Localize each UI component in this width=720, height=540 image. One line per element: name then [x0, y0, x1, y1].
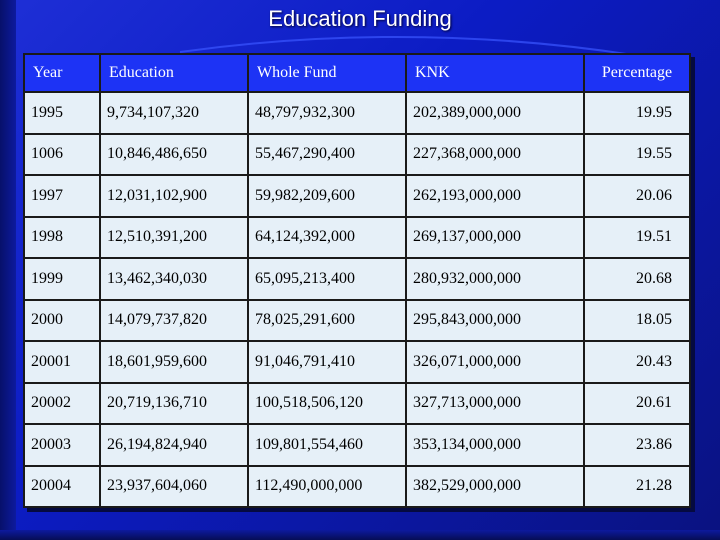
cell-year: 1006 [25, 135, 99, 175]
cell-education: 12,031,102,900 [101, 176, 247, 216]
cell-percentage: 19.51 [585, 218, 689, 258]
cell-year: 1998 [25, 218, 99, 258]
table-row [25, 384, 689, 424]
cell-percentage: 18.05 [585, 301, 689, 341]
header-year: Year [25, 55, 99, 91]
cell-knk: 227,368,000,000 [407, 135, 583, 175]
cell-year: 1995 [25, 93, 99, 133]
cell-knk: 382,529,000,000 [407, 467, 583, 507]
cell-knk: 269,137,000,000 [407, 218, 583, 258]
cell-education: 20,719,136,710 [101, 384, 247, 424]
table-row [25, 301, 689, 341]
cell-knk: 262,193,000,000 [407, 176, 583, 216]
funding-table [23, 53, 691, 508]
table-row [25, 218, 689, 258]
slide-bottom-bar [0, 530, 720, 540]
cell-percentage: 19.55 [585, 135, 689, 175]
table-row [25, 259, 689, 299]
cell-knk: 326,071,000,000 [407, 342, 583, 382]
cell-education: 9,734,107,320 [101, 93, 247, 133]
table-row [25, 342, 689, 382]
cell-whole-fund: 112,490,000,000 [249, 467, 405, 507]
cell-whole-fund: 55,467,290,400 [249, 135, 405, 175]
cell-education: 12,510,391,200 [101, 218, 247, 258]
cell-knk: 353,134,000,000 [407, 425, 583, 465]
cell-whole-fund: 91,046,791,410 [249, 342, 405, 382]
cell-education: 10,846,486,650 [101, 135, 247, 175]
cell-percentage: 19.95 [585, 93, 689, 133]
table-header-row [25, 55, 689, 91]
cell-year: 20003 [25, 425, 99, 465]
cell-percentage: 23.86 [585, 425, 689, 465]
cell-education: 13,462,340,030 [101, 259, 247, 299]
cell-year: 20002 [25, 384, 99, 424]
cell-whole-fund: 59,982,209,600 [249, 176, 405, 216]
cell-year: 1997 [25, 176, 99, 216]
header-knk: KNK [407, 55, 583, 91]
slide-left-bar [0, 0, 16, 540]
cell-percentage: 21.28 [585, 467, 689, 507]
cell-year: 2000 [25, 301, 99, 341]
cell-percentage: 20.43 [585, 342, 689, 382]
funding-table-container [23, 53, 691, 508]
cell-knk: 202,389,000,000 [407, 93, 583, 133]
cell-percentage: 20.68 [585, 259, 689, 299]
header-percentage: Percentage [585, 55, 689, 91]
table-row [25, 176, 689, 216]
cell-year: 20004 [25, 467, 99, 507]
cell-year: 1999 [25, 259, 99, 299]
cell-education: 26,194,824,940 [101, 425, 247, 465]
table-row [25, 425, 689, 465]
cell-whole-fund: 64,124,392,000 [249, 218, 405, 258]
cell-whole-fund: 100,518,506,120 [249, 384, 405, 424]
cell-knk: 295,843,000,000 [407, 301, 583, 341]
cell-whole-fund: 65,095,213,400 [249, 259, 405, 299]
table-row [25, 467, 689, 507]
cell-whole-fund: 109,801,554,460 [249, 425, 405, 465]
cell-education: 14,079,737,820 [101, 301, 247, 341]
header-whole-fund: Whole Fund [249, 55, 405, 91]
table-row [25, 135, 689, 175]
cell-knk: 280,932,000,000 [407, 259, 583, 299]
cell-percentage: 20.61 [585, 384, 689, 424]
cell-whole-fund: 48,797,932,300 [249, 93, 405, 133]
header-education: Education [101, 55, 247, 91]
cell-year: 20001 [25, 342, 99, 382]
cell-education: 18,601,959,600 [101, 342, 247, 382]
table-row [25, 93, 689, 133]
cell-education: 23,937,604,060 [101, 467, 247, 507]
cell-whole-fund: 78,025,291,600 [249, 301, 405, 341]
slide-title: Education Funding [268, 6, 452, 31]
cell-knk: 327,713,000,000 [407, 384, 583, 424]
cell-percentage: 20.06 [585, 176, 689, 216]
